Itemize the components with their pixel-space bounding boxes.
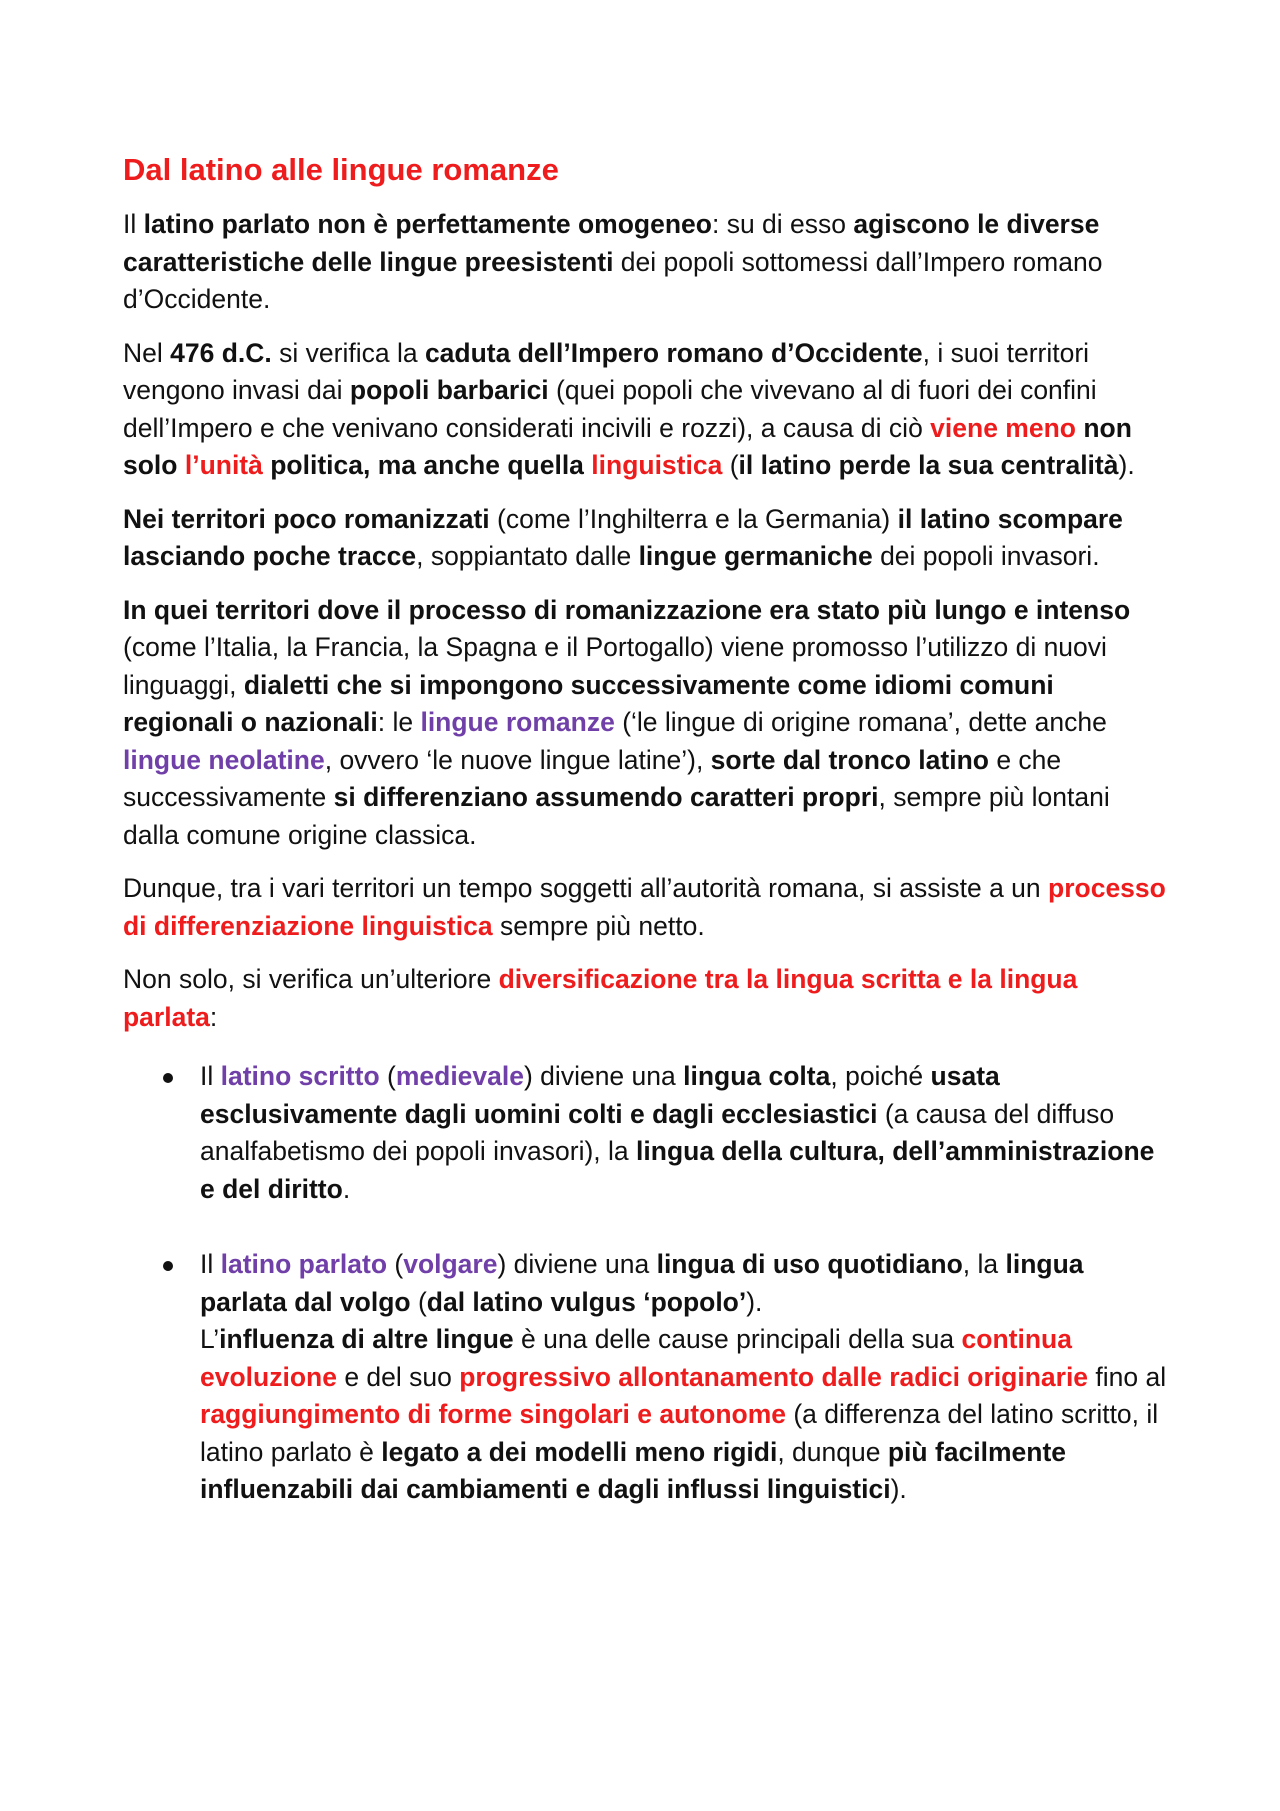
paragraph xyxy=(123,592,1170,855)
text-run: , ovvero ‘le nuove lingue latine’), xyxy=(324,744,711,775)
bold-text: politica, ma anche quella xyxy=(262,450,592,480)
text-run: , la xyxy=(962,1249,1006,1279)
red-highlight: diversificazione tra la lingua scritta e la lingua parlata xyxy=(123,964,1078,1032)
list-item xyxy=(123,1058,1170,1208)
bold-text: sorte dal tronco latino xyxy=(710,744,989,775)
text-run: (come l’Inghilterra e la Germania) xyxy=(489,503,898,534)
text-run: si verifica la xyxy=(271,337,425,368)
paragraph xyxy=(123,501,1170,576)
red-highlight: processo di differenziazione linguistica xyxy=(123,873,1166,941)
page-title: Dal latino alle lingue romanze xyxy=(123,152,559,187)
bullet-list xyxy=(123,1058,1170,1509)
text-run: ). xyxy=(890,1474,907,1504)
bold-text: 476 d.C. xyxy=(170,337,272,368)
red-highlight: continua evoluzione xyxy=(200,1324,1072,1392)
text-run: ( xyxy=(387,1249,404,1279)
bold-text: agiscono le diverse caratteristiche delle lingue preesistenti xyxy=(123,209,1100,277)
bold-text: si differenziano assumendo caratteri propri xyxy=(333,782,879,812)
paragraph xyxy=(123,335,1170,485)
bold-text: dialetti che si impongono successivamente come idiomi comuni regionali o nazionali xyxy=(123,669,1054,737)
bold-text: usata esclusivamente dagli uomini colti e dagli ecclesiastici xyxy=(200,1061,1000,1129)
bold-text: popoli barbarici xyxy=(349,375,549,405)
text-run: ( xyxy=(410,1286,427,1317)
text-run: , sempre più lontani dalla comune origine classica. xyxy=(123,782,1110,850)
text-run: Nel xyxy=(123,337,171,368)
text-run: ) diviene una xyxy=(497,1249,657,1279)
bold-text: lingua parlata dal volgo xyxy=(200,1249,1084,1317)
text-run: fino al xyxy=(1088,1361,1167,1392)
red-highlight: progressivo allontanamento dalle radici originarie xyxy=(459,1361,1089,1392)
bold-text: il latino scompare lasciando poche tracce xyxy=(123,503,1123,571)
text-run: ) diviene una xyxy=(524,1061,684,1091)
text-run: (a causa del diffuso analfabetismo dei popoli invasori), la xyxy=(200,1098,1115,1166)
bold-text: lingua della cultura, dell’amministrazione e del diritto xyxy=(200,1136,1155,1204)
paragraph xyxy=(123,961,1170,1036)
text-run: ( xyxy=(379,1061,396,1091)
bold-text: non solo xyxy=(123,412,1132,480)
bold-text: influenza di altre lingue xyxy=(219,1324,514,1354)
red-highlight: l’unità xyxy=(184,450,263,480)
text-run: , soppiantato dalle xyxy=(416,541,639,571)
text-run: e che successivamente xyxy=(123,744,1062,812)
text-run: Dunque, tra i vari territori un tempo soggetti all’autorità romana, si assiste a un xyxy=(123,873,1049,903)
red-highlight: raggiungimento di forme singolari e autonome xyxy=(200,1399,786,1429)
bold-text: caduta dell’Impero romano d’Occidente xyxy=(424,337,923,368)
text-run: L’ xyxy=(200,1324,220,1354)
red-highlight: viene meno xyxy=(930,412,1076,443)
bullet-icon xyxy=(163,1261,173,1271)
text-run: (come l’Italia, la Francia, la Spagna e il Portogallo) viene promosso l’utilizzo di nuovi linguaggi, xyxy=(123,632,1107,700)
text-run: e del suo xyxy=(336,1361,460,1392)
text-run: , i suoi territori vengono invasi dai xyxy=(123,337,1090,405)
purple-highlight: latino parlato xyxy=(220,1249,388,1279)
bold-text: più facilmente influenzabili dai cambiamenti e dagli influssi linguistici xyxy=(200,1436,1067,1504)
text-run: Non solo, si verifica un’ulteriore xyxy=(123,964,499,994)
purple-highlight: volgare xyxy=(403,1249,498,1279)
text-run: dei popoli invasori. xyxy=(872,541,1100,571)
paragraph xyxy=(123,870,1170,945)
body-paragraphs xyxy=(123,206,1170,1036)
bold-text: legato a dei modelli meno rigidi xyxy=(381,1436,778,1467)
bold-text: lingua di uso quotidiano xyxy=(656,1249,963,1279)
text-run: Il xyxy=(123,209,144,239)
text-run: dei popoli sottomessi dall’Impero romano d’Occidente. xyxy=(123,246,1103,314)
purple-highlight: latino scritto xyxy=(220,1061,380,1091)
text-run: . xyxy=(342,1173,351,1204)
text-run: : xyxy=(209,1001,218,1032)
list-item xyxy=(123,1246,1170,1509)
bold-text: Nei territori poco romanizzati xyxy=(123,503,490,534)
text-run: è una delle cause principali della sua xyxy=(513,1324,962,1354)
text-run: sempre più netto. xyxy=(492,910,705,941)
bold-text: In quei territori dove il processo di romanizzazione era stato più lungo e intenso xyxy=(123,594,1131,625)
bold-text: il latino perde la sua centralità xyxy=(738,450,1119,480)
text-run: , dunque xyxy=(777,1436,888,1467)
bold-text: latino parlato non è perfettamente omogeneo xyxy=(143,209,712,239)
paragraph xyxy=(123,206,1170,319)
text-run: ). xyxy=(1118,450,1135,480)
text-run: Il xyxy=(200,1249,221,1279)
text-run: ). xyxy=(746,1286,763,1317)
purple-highlight: lingue neolatine xyxy=(123,744,325,775)
bold-text: dal latino vulgus ‘popolo’ xyxy=(426,1286,747,1317)
text-run: ( xyxy=(722,450,739,480)
text-run: (a differenza del latino scritto, il latino parlato è xyxy=(200,1399,1159,1467)
bullet-icon xyxy=(163,1073,173,1083)
text-run: : le xyxy=(377,707,421,737)
purple-highlight: medievale xyxy=(395,1061,524,1091)
text-run: (quei popoli che vivevano al di fuori dei confini dell’Impero e che venivano considerati incivili e rozzi), a causa di ciò xyxy=(123,375,1097,443)
text-run: , poiché xyxy=(830,1061,931,1091)
text-run: Il xyxy=(200,1061,221,1091)
bold-text: lingua colta xyxy=(683,1061,831,1091)
red-highlight: linguistica xyxy=(591,450,723,480)
text-run: : su di esso xyxy=(711,209,854,239)
text-run: (‘le lingue di origine romana’, dette anche xyxy=(614,707,1107,737)
purple-highlight: lingue romanze xyxy=(420,707,615,737)
bold-text: lingue germaniche xyxy=(638,541,873,571)
